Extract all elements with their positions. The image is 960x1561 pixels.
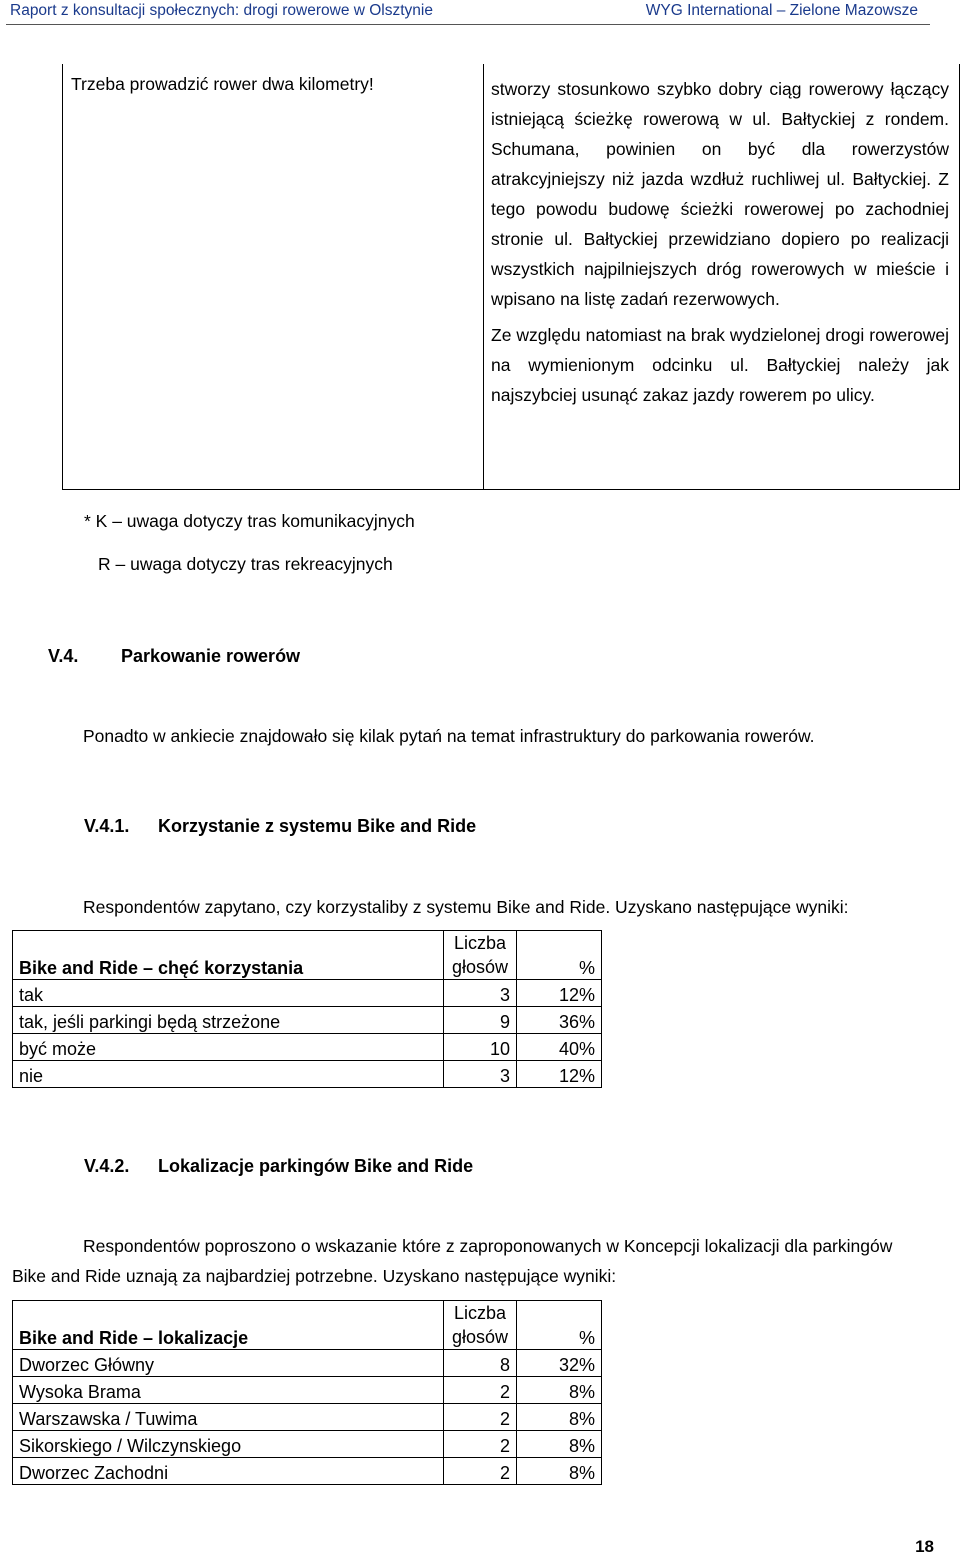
subsection-number: V.4.1. — [84, 816, 130, 836]
table-cell: tak, jeśli parkingi będą strzeżone — [13, 1007, 444, 1034]
column-header: Bike and Ride – chęć korzystania — [13, 931, 444, 980]
continued-comments-table — [62, 64, 960, 490]
table-cell: być może — [13, 1034, 444, 1061]
table-row — [13, 980, 602, 1007]
page-number: 18 — [915, 1537, 934, 1556]
table-cell: Sikorskiego / Wilczynskiego — [13, 1431, 444, 1458]
table-cell: 8% — [517, 1404, 602, 1431]
bike-and-ride-locations-table — [12, 1300, 602, 1485]
table-cell: 10 — [444, 1034, 517, 1061]
subsection-intro: Respondentów zapytano, czy korzystaliby z systemu Bike and Ride. Uzyskano następujące wyniki: — [83, 897, 849, 917]
header-divider — [6, 24, 930, 25]
table-cell: 2 — [444, 1431, 517, 1458]
table-cell: 12% — [517, 1061, 602, 1088]
table-cell: 3 — [444, 1061, 517, 1088]
bike-and-ride-usage-table — [12, 930, 602, 1088]
table-row — [13, 1061, 602, 1088]
table-cell: tak — [13, 980, 444, 1007]
column-header: % — [517, 931, 602, 980]
table-cell: 8 — [444, 1350, 517, 1377]
section-number: V.4. — [48, 646, 79, 666]
page-header — [0, 0, 960, 22]
table-row — [13, 1377, 602, 1404]
response-paragraph: Ze względu natomiast na brak wydzielonej drogi rowerowej na wymienionym odcinku ul. Bałtyckiej należy jak najszybciej usunąć zakaz jazdy rowerem po ulicy. — [491, 325, 949, 405]
section-intro: Ponadto w ankiecie znajdowało się kilak pytań na temat infrastruktury do parkowania rowerów. — [83, 726, 815, 746]
table-cell: 8% — [517, 1458, 602, 1485]
table-row — [13, 1350, 602, 1377]
column-header: % — [517, 1301, 602, 1350]
table-cell: Dworzec Główny — [13, 1350, 444, 1377]
table-header-row — [13, 1301, 602, 1350]
column-header: Liczba głosów — [444, 1301, 517, 1350]
subsection-title: Korzystanie z systemu Bike and Ride — [158, 816, 477, 836]
table-row — [13, 1007, 602, 1034]
section-title: Parkowanie rowerów — [121, 646, 301, 666]
table-column-divider — [483, 64, 484, 489]
column-header: Liczba głosów — [444, 931, 517, 980]
table-cell: 32% — [517, 1350, 602, 1377]
subsection-title: Lokalizacje parkingów Bike and Ride — [158, 1156, 474, 1176]
note-r: R – uwaga dotyczy tras rekreacyjnych — [98, 554, 393, 574]
table-cell: 2 — [444, 1377, 517, 1404]
subsection-intro-line: Respondentów poproszono o wskazanie które z zaproponowanych w Koncepcji lokalizacji dla parkingów — [83, 1236, 893, 1256]
subsection-intro-line: Bike and Ride uznają za najbardziej potrzebne. Uzyskano następujące wyniki: — [12, 1266, 617, 1286]
table-cell: 3 — [444, 980, 517, 1007]
table-cell: 8% — [517, 1431, 602, 1458]
subsection-number: V.4.2. — [84, 1156, 130, 1176]
table-row — [13, 1034, 602, 1061]
header-authors: WYG International – Zielone Mazowsze — [645, 2, 918, 19]
table-cell: Wysoka Brama — [13, 1377, 444, 1404]
table-cell: 8% — [517, 1377, 602, 1404]
table-cell: 2 — [444, 1458, 517, 1485]
response-paragraph: stworzy stosunkowo szybko dobry ciąg rowerowy łączący istniejącą ścieżkę rowerową w ul. Bałtyckiej z rondem. Schumana, powinien on być dla rowerzystów atrakcyjniejszy niż jazda wzdłuż ruchliwej ul. Bałtyckiej. Z tego powodu budowę ścieżki rowerowej po zachodniej stronie ul. Bałtyckiej przewidziano dopiero po realizacji wszystkich najpilniejszych dróg rowerowych w mieście i wpisano na listę zadań rezerwowych. — [491, 79, 949, 309]
comment-cell: Trzeba prowadzić rower dwa kilometry! — [71, 74, 374, 94]
note-k: * K – uwaga dotyczy tras komunikacyjnych — [84, 511, 415, 531]
table-header-row — [13, 931, 602, 980]
table-cell: Dworzec Zachodni — [13, 1458, 444, 1485]
table-cell: 12% — [517, 980, 602, 1007]
header-report-title: Raport z konsultacji społecznych: drogi rowerowe w Olsztynie — [10, 2, 433, 19]
table-row — [13, 1404, 602, 1431]
table-cell: 9 — [444, 1007, 517, 1034]
response-cell — [491, 74, 949, 416]
table-cell: 40% — [517, 1034, 602, 1061]
table-row — [13, 1458, 602, 1485]
table-cell: Warszawska / Tuwima — [13, 1404, 444, 1431]
table-row — [13, 1431, 602, 1458]
column-header: Bike and Ride – lokalizacje — [13, 1301, 444, 1350]
table-cell: nie — [13, 1061, 444, 1088]
table-cell: 36% — [517, 1007, 602, 1034]
table-cell: 2 — [444, 1404, 517, 1431]
